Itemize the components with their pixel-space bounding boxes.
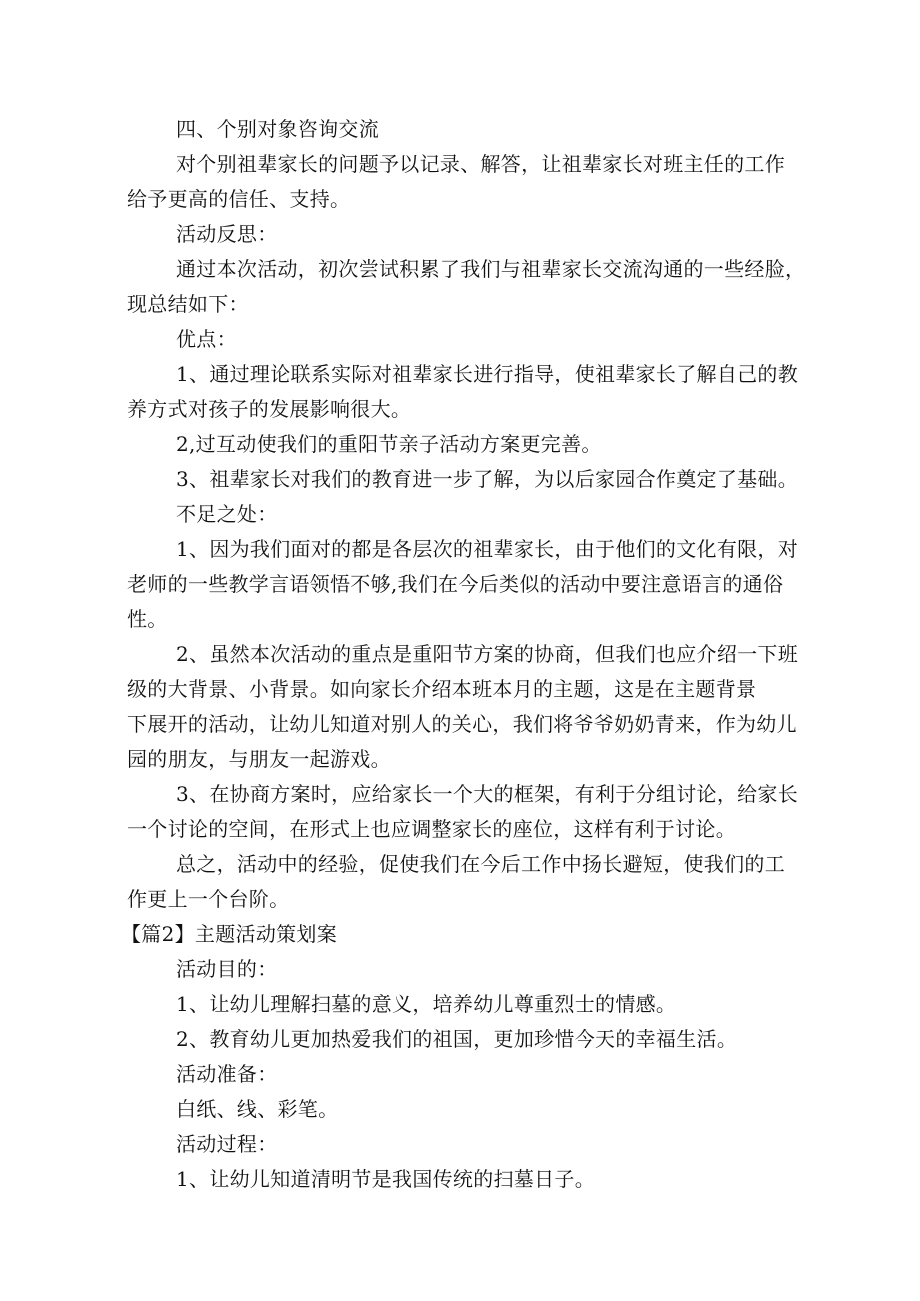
text-line: 2,过互动使我们的重阳节亲子活动方案更完善。 xyxy=(176,432,602,456)
text-line: 1、因为我们面对的都是各层次的祖辈家长，由于他们的文化有限，对 xyxy=(176,537,799,561)
text-line: 2、教育幼儿更加热爱我们的祖国，更加珍惜今天的幸福生活。 xyxy=(176,1027,738,1051)
text-line: 活动反思： xyxy=(176,222,278,246)
text-line: 养方式对孩子的发展影响很大。 xyxy=(127,397,412,421)
text-line: 3、祖辈家长对我们的教育进一步了解，为以后家园合作奠定了基础。 xyxy=(176,467,799,491)
text-line: 3、在协商方案时，应给家长一个大的框架，有利于分组讨论，给家长 xyxy=(176,782,799,806)
text-line: 1、让幼儿理解扫墓的意义，培养幼儿尊重烈士的情感。 xyxy=(176,992,677,1016)
text-line: 总之，活动中的经验，促使我们在今后工作中扬长避短，使我们的工 xyxy=(176,852,785,876)
text-line: 对个别祖辈家长的问题予以记录、解答，让祖辈家长对班主任的工作 xyxy=(176,152,785,176)
text-line: 活动过程： xyxy=(176,1132,278,1156)
text-line: 2、虽然本次活动的重点是重阳节方案的协商，但我们也应介绍一下班 xyxy=(176,642,799,666)
text-line: 下展开的活动，让幼儿知道对别人的关心，我们将爷爷奶奶青来，作为幼儿 xyxy=(127,712,797,736)
text-line: 活动准备： xyxy=(176,1062,278,1086)
section-heading: 【篇2】主题活动策划案 xyxy=(121,922,338,946)
text-line: 级的大背景、小背景。如向家长介绍本班本月的主题，这是在主题背景 xyxy=(127,677,757,701)
text-line: 四、个别对象咨询交流 xyxy=(176,117,379,141)
text-line: 性。 xyxy=(127,607,168,631)
text-line: 园的朋友，与朋友一起游戏。 xyxy=(127,747,391,771)
document-body xyxy=(121,112,806,1197)
text-line: 1、让幼儿知道清明节是我国传统的扫墓日子。 xyxy=(176,1167,596,1191)
text-line: 优点： xyxy=(176,327,237,351)
text-line: 作更上一个台阶。 xyxy=(127,887,290,911)
text-line: 不足之处： xyxy=(176,502,278,526)
text-line: 给予更高的信任、支持。 xyxy=(127,187,351,211)
text-line: 通过本次活动，初次尝试积累了我们与祖辈家长交流沟通的一些经脸， xyxy=(176,257,806,281)
text-line: 老师的一些教学言语领悟不够,我们在今后类似的活动中要注意语言的通俗 xyxy=(127,572,784,596)
text-line: 活动目的： xyxy=(176,957,278,981)
text-line: 一个讨论的空间，在形式上也应调整家长的座位，这样有利于讨论。 xyxy=(127,817,736,841)
text-line: 现总结如下： xyxy=(127,292,249,316)
text-line: 白纸、线、彩笔。 xyxy=(176,1097,339,1121)
text-line: 1、通过理论联系实际对祖辈家长进行指导，使祖辈家长了解自己的教 xyxy=(176,362,799,386)
